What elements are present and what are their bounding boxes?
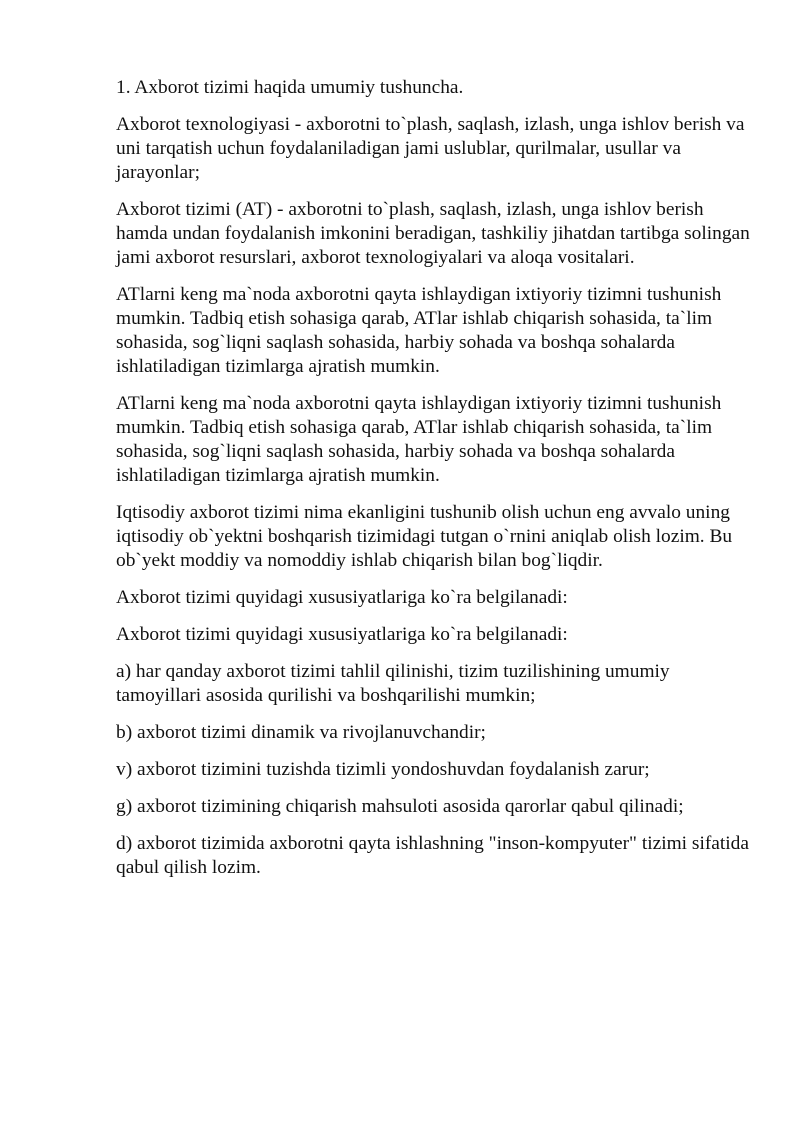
section-heading: 1. Axborot tizimi haqida umumiy tushuncha.: [116, 77, 464, 98]
list-item-v: v) axborot tizimini tuzishda tizimli yondoshuvdan foydalanish zarur;: [116, 759, 650, 780]
list-item-a: a) har qanday axborot tizimi tahlil qilinishi, tizim tuzilishining umumiy tamoyillari asosida qurilishi va boshqarilishi mumkin;: [116, 661, 670, 706]
paragraph-xususiyatlar-intro: Axborot tizimi quyidagi xususiyatlariga ko`ra belgilanadi:: [116, 587, 568, 608]
paragraph-xususiyatlar-intro-repeat: Axborot tizimi quyidagi xususiyatlariga ko`ra belgilanadi:: [116, 624, 568, 645]
list-item-d: d) axborot tizimida axborotni qayta ishlashning "inson-kompyuter" tizimi sifatida qabul qilish lozim.: [116, 833, 749, 878]
paragraph-atlar-keng-manoda: ATlarni keng ma`noda axborotni qayta ishlaydigan ixtiyoriy tizimni tushunish mumkin. Tadbiq etish sohasiga qarab, ATlar ishlab chiqarish sohasida, ta`lim sohasida, sog`liqni saqlash sohasida, harbiy sohada va boshqa sohalarda ishlatiladigan tizimlarga ajratish mumkin.: [116, 284, 722, 377]
paragraph-axborot-texnologiyasi: Axborot texnologiyasi - axborotni to`plash, saqlash, izlash, unga ishlov berish va uni tarqatish uchun foydalaniladigan jami uslublar, qurilmalar, usullar va jarayonlar;: [116, 114, 745, 183]
document-page: [116, 76, 756, 893]
paragraph-iqtisodiy-axborot-tizimi: Iqtisodiy axborot tizimi nima ekanligini tushunib olish uchun eng avvalo uning iqtisodiy ob`yektni boshqarish tizimidagi tutgan o`rnini aniqlab olish lozim. Bu ob`yekt moddiy va nomoddiy ishlab chiqarish bilan bog`liqdir.: [116, 502, 733, 571]
list-item-g: g) axborot tizimining chiqarish mahsuloti asosida qarorlar qabul qilinadi;: [116, 796, 684, 817]
paragraph-atlar-keng-manoda-repeat: ATlarni keng ma`noda axborotni qayta ishlaydigan ixtiyoriy tizimni tushunish mumkin. Tadbiq etish sohasiga qarab, ATlar ishlab chiqarish sohasida, ta`lim sohasida, sog`liqni saqlash sohasida, harbiy sohada va boshqa sohalarda ishlatiladigan tizimlarga ajratish mumkin.: [116, 393, 722, 486]
list-item-b: b) axborot tizimi dinamik va rivojlanuvchandir;: [116, 722, 486, 743]
paragraph-axborot-tizimi-definition: Axborot tizimi (AT) - axborotni to`plash, saqlash, izlash, unga ishlov berish hamda undan foydalanish imkonini beradigan, tashkiliy jihatdan tartibga solingan jami axborot resurslari, axborot texnologiyalari va aloqa vositalari.: [116, 199, 750, 268]
